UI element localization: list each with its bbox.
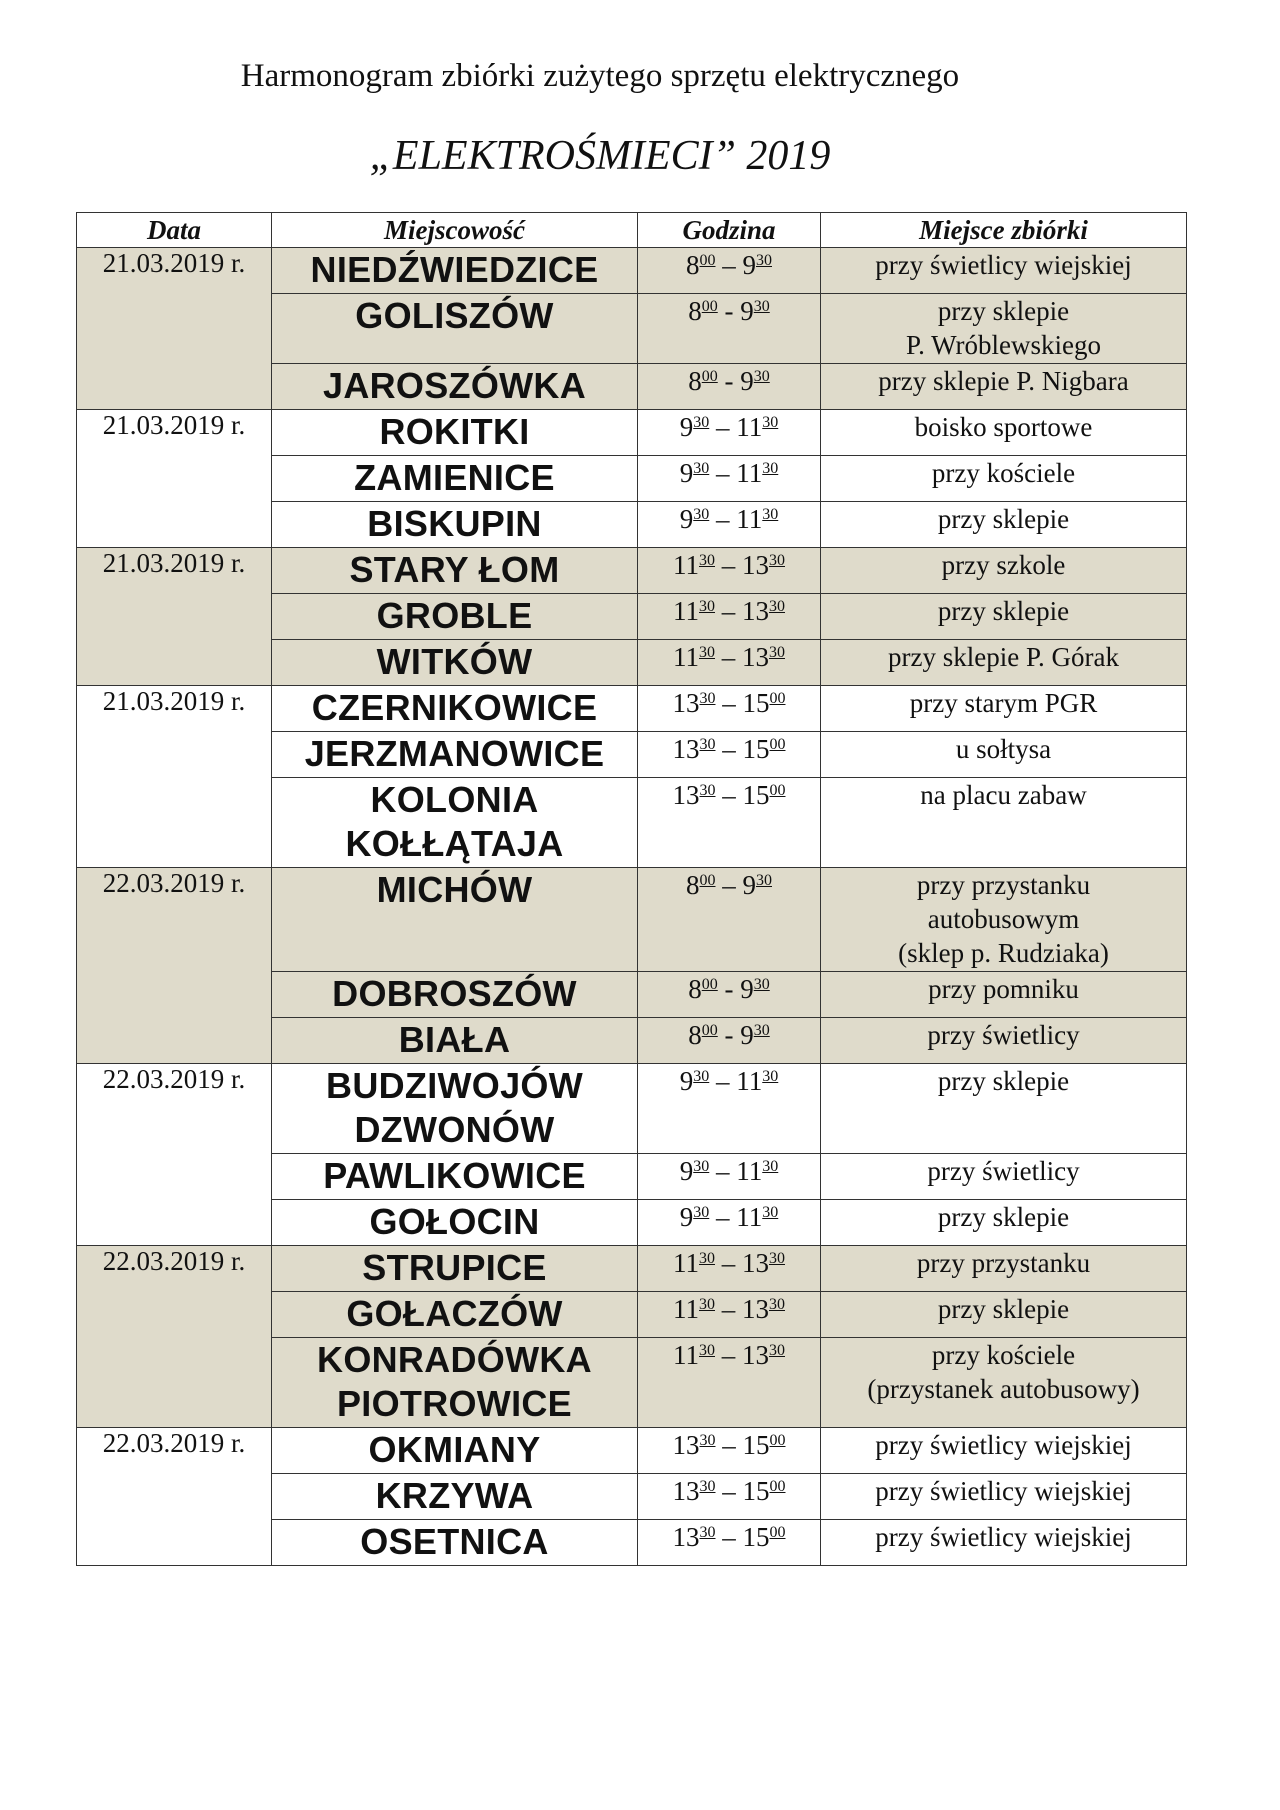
place-name: GROBLE	[376, 595, 533, 636]
time-end-hour: 13	[742, 642, 769, 672]
time-start-hour: 13	[672, 1522, 700, 1552]
time-start-hour: 9	[679, 412, 694, 442]
location-text: przy kościele	[931, 1340, 1076, 1370]
time-end-hour: 11	[736, 458, 763, 488]
place-name: CZERNIKOWICE	[311, 687, 598, 728]
location-cell	[821, 1338, 1187, 1428]
date-cell: 21.03.2019 r.	[77, 548, 272, 686]
time-end-hour: 9	[740, 296, 754, 326]
location-cell	[821, 248, 1187, 294]
time-end-minute: 00	[769, 736, 786, 753]
time-cell	[638, 248, 821, 294]
place-cell	[272, 868, 638, 972]
place-cell	[272, 294, 638, 364]
time-start-minute: 00	[699, 252, 716, 269]
time-start-hour: 13	[672, 688, 700, 718]
time-cell	[638, 686, 821, 732]
place-cell	[272, 1292, 638, 1338]
time-end-hour: 11	[736, 1156, 763, 1186]
place-cell	[272, 1520, 638, 1566]
location-cell	[821, 640, 1187, 686]
time-cell	[638, 1064, 821, 1154]
time-end-hour: 9	[740, 1020, 754, 1050]
location-cell	[821, 1246, 1187, 1292]
time-start-hour: 11	[673, 1294, 699, 1324]
place-name: JAROSZÓWKA	[323, 365, 586, 406]
time-start-hour: 11	[673, 596, 699, 626]
time-end-hour: 13	[742, 1294, 769, 1324]
time-separator: –	[715, 1248, 742, 1278]
time-cell	[638, 1292, 821, 1338]
time-end-minute: 30	[762, 1158, 779, 1175]
place-name: OKMIANY	[368, 1429, 541, 1470]
place-cell	[272, 686, 638, 732]
time-start-minute: 30	[699, 782, 716, 799]
time-end-minute: 30	[769, 1342, 785, 1359]
location-text: przy sklepie P. Nigbara	[878, 366, 1129, 396]
time-separator: -	[717, 296, 741, 326]
time-start-minute: 30	[699, 1342, 715, 1359]
place-name: BIAŁA	[398, 1019, 511, 1060]
time-start-hour: 13	[672, 780, 700, 810]
table-row	[77, 548, 1187, 594]
time-separator: –	[709, 1066, 737, 1096]
location-cell	[821, 686, 1187, 732]
place-name: NIEDŹWIEDZICE	[310, 249, 599, 290]
time-end-minute: 30	[753, 368, 770, 385]
place-name: GOŁACZÓW	[346, 1293, 563, 1334]
place-name: KOLONIA	[370, 779, 539, 820]
place-cell	[272, 1246, 638, 1292]
location-text: przy sklepie	[937, 504, 1070, 534]
time-cell	[638, 640, 821, 686]
time-separator: -	[717, 1020, 741, 1050]
time-start-minute: 30	[699, 1250, 715, 1267]
time-end-hour: 9	[742, 250, 756, 280]
time-start-hour: 13	[672, 1430, 700, 1460]
time-start-minute: 00	[701, 368, 718, 385]
location-cell	[821, 1292, 1187, 1338]
column-header-time: Godzina	[638, 213, 821, 248]
time-separator: –	[709, 1202, 737, 1232]
location-cell	[821, 972, 1187, 1018]
location-text: przy kościele	[931, 458, 1076, 488]
time-start-minute: 00	[701, 976, 718, 993]
column-header-location: Miejsce zbiórki	[821, 213, 1187, 248]
location-text: u sołtysa	[955, 734, 1052, 764]
time-start-minute: 00	[701, 298, 718, 315]
place-name: MICHÓW	[376, 869, 533, 910]
table-row	[77, 248, 1187, 294]
time-end-hour: 15	[742, 688, 770, 718]
location-text: przy sklepie	[937, 296, 1070, 326]
time-separator: –	[715, 870, 743, 900]
location-text: (przystanek autobusowy)	[867, 1374, 1140, 1404]
time-cell	[638, 548, 821, 594]
time-cell	[638, 594, 821, 640]
location-cell	[821, 1064, 1187, 1154]
time-end-minute: 30	[753, 976, 770, 993]
time-end-hour: 11	[736, 504, 763, 534]
time-end-minute: 00	[769, 1524, 786, 1541]
time-start-hour: 8	[688, 296, 702, 326]
time-start-minute: 30	[699, 644, 715, 661]
location-text: autobusowym	[927, 904, 1080, 934]
location-cell	[821, 594, 1187, 640]
location-text: przy sklepie	[937, 1294, 1070, 1324]
time-end-hour: 9	[740, 974, 754, 1004]
time-end-hour: 9	[742, 870, 756, 900]
location-cell	[821, 1428, 1187, 1474]
time-start-hour: 8	[688, 974, 702, 1004]
location-cell	[821, 410, 1187, 456]
time-separator: –	[715, 1294, 742, 1324]
location-cell	[821, 502, 1187, 548]
location-cell	[821, 294, 1187, 364]
date-cell: 21.03.2019 r.	[77, 248, 272, 410]
location-cell	[821, 778, 1187, 868]
time-cell	[638, 364, 821, 410]
place-cell	[272, 1428, 638, 1474]
location-text: przy świetlicy wiejskiej	[875, 1430, 1132, 1460]
place-cell	[272, 1200, 638, 1246]
time-end-hour: 15	[742, 1476, 770, 1506]
place-cell	[272, 594, 638, 640]
time-end-minute: 30	[762, 1204, 779, 1221]
place-cell	[272, 1064, 638, 1154]
date-cell: 21.03.2019 r.	[77, 686, 272, 868]
time-end-minute: 00	[769, 690, 786, 707]
time-start-hour: 13	[672, 734, 700, 764]
time-start-minute: 30	[699, 1432, 716, 1449]
time-start-hour: 8	[686, 250, 700, 280]
location-cell	[821, 868, 1187, 972]
location-cell	[821, 1520, 1187, 1566]
place-name: JERZMANOWICE	[304, 733, 605, 774]
date-cell: 22.03.2019 r.	[77, 1428, 272, 1566]
schedule-table	[76, 212, 1187, 1566]
location-text: przy sklepie P. Górak	[888, 642, 1119, 672]
time-start-minute: 30	[699, 552, 715, 569]
time-start-minute: 00	[701, 1022, 718, 1039]
place-name: KRZYWA	[375, 1475, 534, 1516]
time-cell	[638, 1338, 821, 1428]
time-start-minute: 30	[699, 1296, 715, 1313]
time-start-minute: 00	[699, 872, 716, 889]
time-start-minute: 30	[693, 414, 710, 431]
table-row	[77, 868, 1187, 972]
time-end-minute: 00	[769, 1432, 786, 1449]
time-start-hour: 11	[673, 1340, 699, 1370]
time-start-minute: 30	[693, 506, 710, 523]
table-row	[77, 1246, 1187, 1292]
time-end-hour: 15	[742, 780, 770, 810]
time-separator: –	[715, 642, 742, 672]
time-end-minute: 30	[762, 460, 779, 477]
time-end-minute: 30	[769, 552, 785, 569]
time-start-minute: 30	[699, 1478, 716, 1495]
location-text: przy pomniku	[928, 974, 1079, 1004]
time-cell	[638, 778, 821, 868]
place-name: STRUPICE	[362, 1247, 547, 1288]
location-cell	[821, 1200, 1187, 1246]
time-cell	[638, 502, 821, 548]
place-name: WITKÓW	[376, 641, 533, 682]
location-cell	[821, 732, 1187, 778]
time-cell	[638, 1246, 821, 1292]
location-cell	[821, 548, 1187, 594]
time-cell	[638, 1428, 821, 1474]
location-text: P. Wróblewskiego	[906, 330, 1101, 360]
location-text: przy świetlicy wiejskiej	[875, 250, 1132, 280]
time-end-minute: 30	[769, 598, 785, 615]
date-cell: 22.03.2019 r.	[77, 1246, 272, 1428]
place-cell	[272, 640, 638, 686]
time-end-hour: 11	[736, 412, 763, 442]
place-cell	[272, 1474, 638, 1520]
place-name: BUDZIWOJÓW	[326, 1065, 583, 1106]
time-end-minute: 30	[769, 1250, 785, 1267]
table-row	[77, 686, 1187, 732]
place-name: ROKITKI	[379, 411, 530, 452]
time-end-minute: 30	[753, 298, 770, 315]
time-cell	[638, 1200, 821, 1246]
place-cell	[272, 972, 638, 1018]
location-text: przy przystanku	[916, 1248, 1091, 1278]
time-end-hour: 13	[742, 596, 769, 626]
time-separator: –	[715, 550, 742, 580]
date-cell: 22.03.2019 r.	[77, 868, 272, 1064]
time-cell	[638, 868, 821, 972]
time-separator: –	[715, 1340, 742, 1370]
time-end-hour: 9	[740, 366, 754, 396]
time-cell	[638, 972, 821, 1018]
time-separator: –	[715, 1430, 743, 1460]
time-separator: –	[709, 1156, 737, 1186]
location-text: przy świetlicy	[927, 1156, 1080, 1186]
time-end-hour: 11	[736, 1066, 763, 1096]
time-start-minute: 30	[693, 1204, 710, 1221]
document-title: Harmonogram zbiórki zużytego sprzętu elektrycznego	[240, 58, 960, 94]
time-end-hour: 15	[742, 734, 770, 764]
place-cell	[272, 548, 638, 594]
place-name: GOŁOCIN	[369, 1201, 540, 1242]
location-text: przy sklepie	[937, 596, 1070, 626]
place-cell	[272, 1338, 638, 1428]
location-text: przy przystanku	[916, 870, 1091, 900]
time-separator: –	[715, 596, 742, 626]
location-cell	[821, 456, 1187, 502]
location-text: na placu zabaw	[920, 780, 1087, 810]
schedule-body	[77, 248, 1187, 1566]
time-cell	[638, 456, 821, 502]
date-cell: 22.03.2019 r.	[77, 1064, 272, 1246]
location-cell	[821, 1154, 1187, 1200]
place-name: PAWLIKOWICE	[323, 1155, 586, 1196]
location-cell	[821, 1474, 1187, 1520]
time-start-hour: 9	[679, 458, 694, 488]
time-cell	[638, 1154, 821, 1200]
time-cell	[638, 410, 821, 456]
time-separator: –	[715, 780, 743, 810]
location-text: przy świetlicy wiejskiej	[875, 1522, 1132, 1552]
place-cell	[272, 502, 638, 548]
time-end-minute: 00	[769, 1478, 786, 1495]
document-subtitle: „ELEKTROŚMIECI” 2019	[369, 133, 831, 179]
place-cell	[272, 1154, 638, 1200]
time-separator: -	[717, 366, 741, 396]
time-separator: –	[709, 504, 737, 534]
place-name: STARY ŁOM	[349, 549, 560, 590]
time-separator: –	[715, 1476, 743, 1506]
place-name: KONRADÓWKA	[317, 1339, 592, 1380]
column-header-date: Data	[77, 213, 272, 248]
place-cell	[272, 732, 638, 778]
time-separator: –	[709, 412, 737, 442]
time-start-hour: 8	[688, 366, 702, 396]
time-end-minute: 30	[756, 252, 772, 269]
time-end-hour: 15	[742, 1522, 770, 1552]
place-name: OSETNICA	[360, 1521, 549, 1562]
time-start-hour: 9	[679, 1156, 694, 1186]
place-name: DOBROSZÓW	[332, 973, 577, 1014]
time-end-minute: 00	[769, 782, 786, 799]
time-end-hour: 11	[736, 1202, 763, 1232]
time-start-minute: 30	[693, 460, 710, 477]
location-text: przy sklepie	[937, 1202, 1070, 1232]
place-name: DZWONÓW	[354, 1109, 555, 1150]
time-end-minute: 30	[769, 644, 785, 661]
place-cell	[272, 778, 638, 868]
time-start-minute: 30	[693, 1068, 710, 1085]
time-end-minute: 30	[762, 1068, 779, 1085]
table-row	[77, 1064, 1187, 1154]
time-start-minute: 30	[699, 736, 716, 753]
date-cell: 21.03.2019 r.	[77, 410, 272, 548]
time-start-hour: 13	[672, 1476, 700, 1506]
time-end-hour: 13	[742, 1340, 769, 1370]
time-cell	[638, 1474, 821, 1520]
time-separator: –	[715, 688, 743, 718]
time-start-minute: 30	[699, 598, 715, 615]
table-header-row	[77, 213, 1187, 248]
time-separator: –	[715, 734, 743, 764]
time-end-minute: 30	[762, 414, 779, 431]
time-start-hour: 8	[686, 870, 700, 900]
time-start-hour: 9	[679, 1066, 694, 1096]
time-cell	[638, 1520, 821, 1566]
place-name: PIOTROWICE	[337, 1383, 572, 1424]
time-end-hour: 13	[742, 1248, 769, 1278]
column-header-place: Miejscowość	[272, 213, 638, 248]
time-end-minute: 30	[769, 1296, 785, 1313]
location-text: boisko sportowe	[914, 412, 1093, 442]
location-cell	[821, 1018, 1187, 1064]
time-start-hour: 8	[688, 1020, 702, 1050]
time-separator: –	[715, 250, 743, 280]
time-cell	[638, 732, 821, 778]
time-start-hour: 11	[673, 1248, 699, 1278]
location-text: (sklep p. Rudziaka)	[898, 938, 1109, 968]
time-start-hour: 9	[679, 504, 694, 534]
time-cell	[638, 294, 821, 364]
place-cell	[272, 456, 638, 502]
time-start-minute: 30	[699, 690, 716, 707]
place-name: ZAMIENICE	[354, 457, 555, 498]
place-name: BISKUPIN	[367, 503, 542, 544]
time-end-minute: 30	[762, 506, 779, 523]
time-separator: -	[717, 974, 741, 1004]
time-start-hour: 9	[679, 1202, 694, 1232]
time-separator: –	[709, 458, 737, 488]
time-start-minute: 30	[699, 1524, 716, 1541]
location-text: przy świetlicy wiejskiej	[875, 1476, 1132, 1506]
table-row	[77, 410, 1187, 456]
time-end-hour: 15	[742, 1430, 770, 1460]
time-separator: –	[715, 1522, 743, 1552]
location-text: przy starym PGR	[909, 688, 1098, 718]
place-cell	[272, 410, 638, 456]
place-name: KOŁŁĄTAJA	[345, 823, 564, 864]
time-cell	[638, 1018, 821, 1064]
time-end-minute: 30	[753, 1022, 770, 1039]
location-cell	[821, 364, 1187, 410]
place-cell	[272, 364, 638, 410]
time-end-hour: 13	[742, 550, 769, 580]
location-text: przy szkole	[941, 550, 1066, 580]
location-text: przy świetlicy	[927, 1020, 1080, 1050]
location-text: przy sklepie	[937, 1066, 1070, 1096]
time-start-minute: 30	[693, 1158, 710, 1175]
place-name: GOLISZÓW	[355, 295, 554, 336]
time-end-minute: 30	[756, 872, 772, 889]
time-start-hour: 11	[673, 550, 699, 580]
time-start-hour: 11	[673, 642, 699, 672]
place-cell	[272, 1018, 638, 1064]
table-row	[77, 1428, 1187, 1474]
place-cell	[272, 248, 638, 294]
